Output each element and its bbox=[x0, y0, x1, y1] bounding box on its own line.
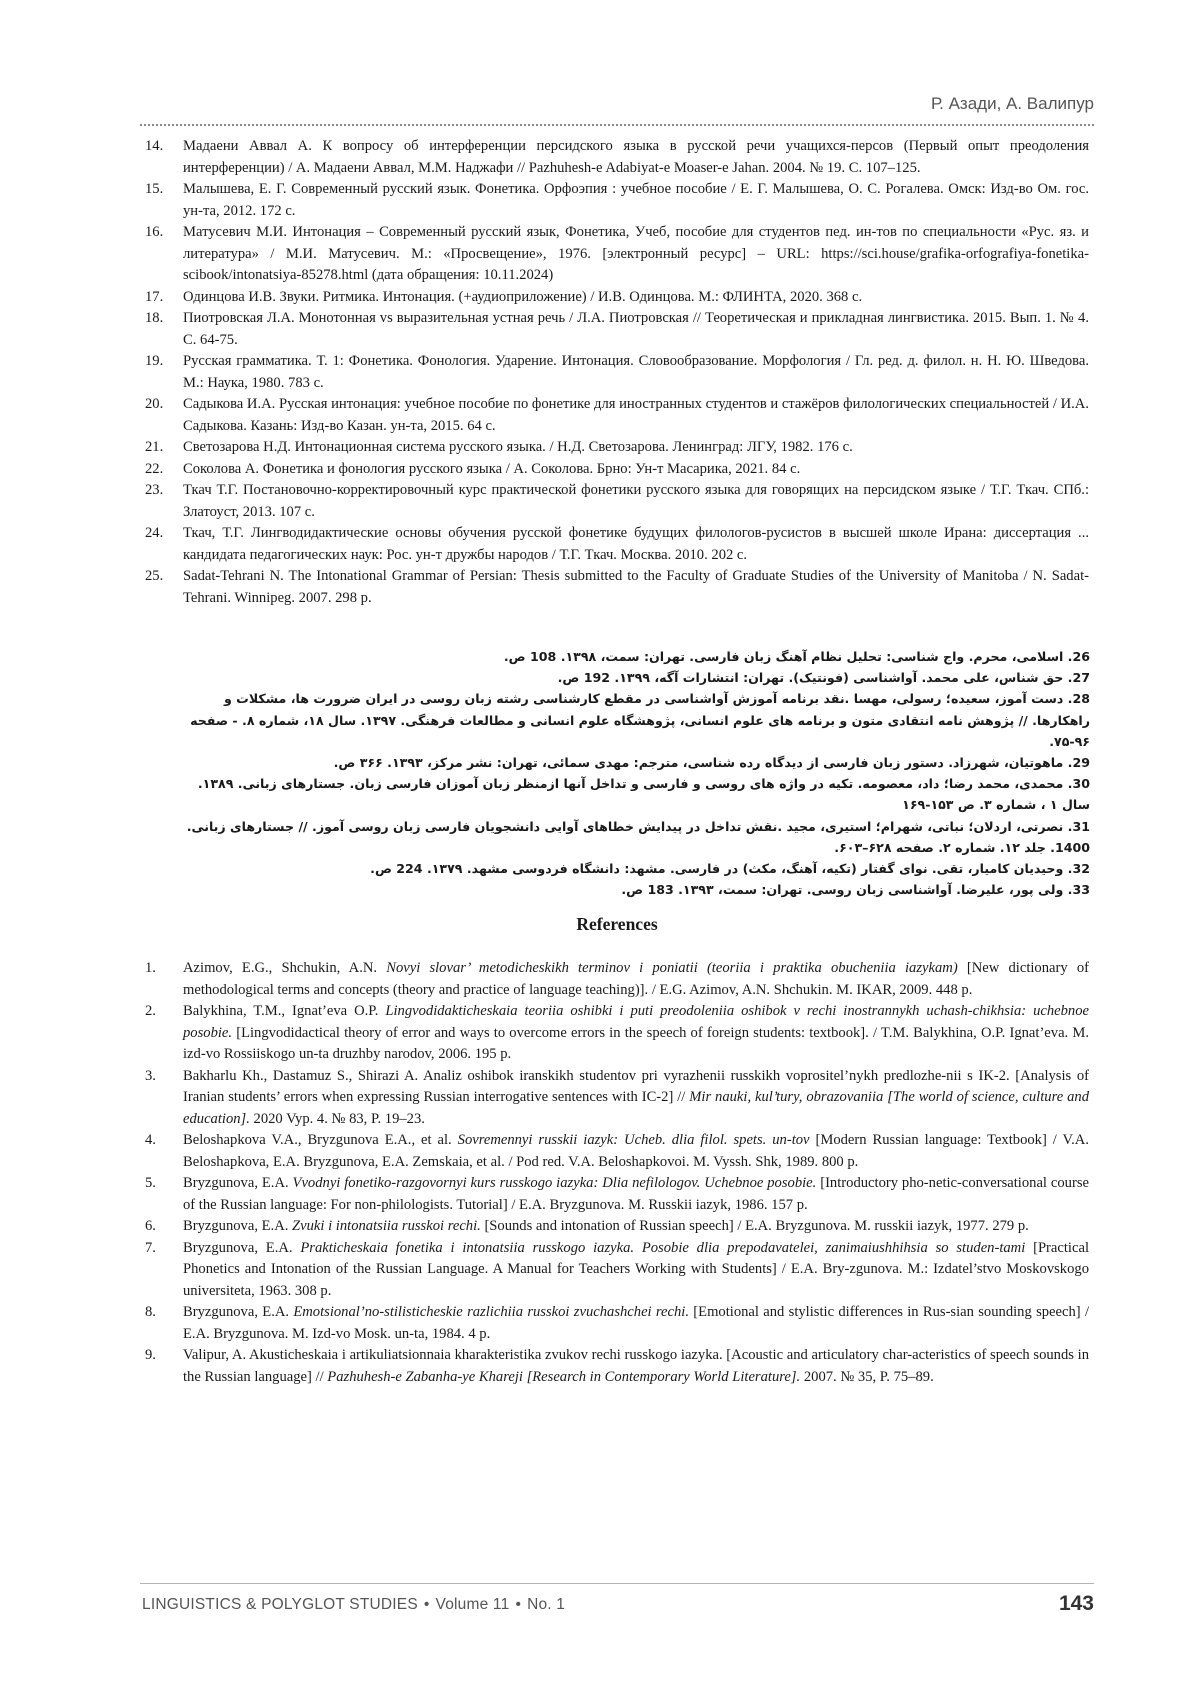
reference-item: 6. Bryzgunova, E.A. Zvuki i intonatsiia russkoi rechi. [Sounds and intonation of Russian speech] / E.A. Bryzgunova. M. russkii iazyk, 1977. 279 p. bbox=[145, 1218, 1029, 1234]
persian-reference-item: 33. ولی پور، علیرضا. آواشناسی زبان روسی. تهران: سمت، ۱۳۹۳. 183 ص. bbox=[621, 882, 1090, 898]
reference-list-russian bbox=[145, 136, 1089, 609]
references-heading: References bbox=[576, 914, 658, 934]
volume: Volume 11 bbox=[435, 1596, 510, 1613]
persian-reference-item: 30. محمدی، محمد رضا؛ داد، معصومه. تکیه در واژه های روسی و فارسی و تداخل آنها ازمنظر زبان آموزان فارسی زبان. جستارهای زبانی. ۱۳۸۹. سال ۱ ، شماره ۳. ص ۱۵۳-۱۶۹ bbox=[197, 776, 1090, 813]
reference-item: 8. Bryzgunova, E.A. Emotsional’no-stilisticheskie razlichiia russkoi zvuchashchei rechi. [Emotional and stylistic differences in Rus-sian sounding speech] / E.A. Bryzgunova. M. Izd-vo Mosk. un-ta, 1984. 4 p. bbox=[145, 1304, 1089, 1342]
reference-item: 18. Пиотровская Л.А. Монотонная vs выразительная устная речь / Л.А. Пиотровская // Теоретическая и прикладная лингвистика. 2015. Вып. 1. № 4. С. 64-75. bbox=[145, 310, 1089, 348]
footer-divider bbox=[140, 1583, 1094, 1584]
persian-reference-item: 27. حق شناس، علی محمد. آواشناسی (فونتیک). تهران: انتشارات آگه، ۱۳۹۹. 192 ص. bbox=[557, 670, 1090, 686]
reference-item: 19. Русская грамматика. Т. 1: Фонетика. Фонология. Ударение. Интонация. Словообразование. Морфология / Гл. ред. д. филол. н. Н. Ю. Шведова. М.: Наука, 1980. 783 с. bbox=[145, 353, 1089, 391]
reference-item: 25. Sadat-Tehrani N. The Intonational Grammar of Persian: Thesis submitted to the Faculty of Graduate Studies of the University of Manitoba / N. Sadat-Tehrani. Winnipeg. 2007. 298 p. bbox=[145, 568, 1089, 606]
reference-list-persian bbox=[170, 646, 1090, 900]
running-header-author: Р. Азади, А. Валипур bbox=[931, 94, 1094, 113]
reference-item: 2. Balykhina, T.M., Ignat’eva O.P. Lingvodidakticheskaia teoriia oshibki i puti preodoleniia oshibok v rechi inostrannykh uchash-chikhsia: uchebnoe posobie. [Lingvodidactical theory of error and ways to overcome errors in the speech of foreign students: textbook]. / T.M. Balykhina, O.P. Ignat’eva. M. izd-vo Rossiiskogo un-ta druzhby narodov, 2006. 195 p. bbox=[145, 1003, 1089, 1062]
issue-number: No. 1 bbox=[527, 1596, 566, 1613]
page-number: 143 bbox=[1058, 1592, 1094, 1615]
reference-item: 23. Ткач Т.Г. Постановочно-корректировочный курс практической фонетики русского языка для говорящих на персидском языке / Т.Г. Ткач. СПб.: Златоуст, 2013. 107 с. bbox=[145, 482, 1089, 520]
reference-item: 5. Bryzgunova, E.A. Vvodnyi fonetiko-razgovornyi kurs russkogo iazyka: Dlia nefilologov. Uchebnoe posobie. [Introductory pho-netic-conversational course of the Russian language: For non-philologists. Tutorial] / E.A. Bryzgunova. M. Russkii iazyk, 1986. 157 p. bbox=[145, 1175, 1089, 1213]
reference-item: 24. Ткач, Т.Г. Лингводидактические основы обучения русской фонетике будущих филологов-русистов в высшей школе Ирана: диссертация ... кандидата педагогических наук: Рос. ун-т дружбы народов / Т.Г. Ткач. Москва. 2010. 202 с. bbox=[145, 525, 1089, 563]
reference-item: 16. Матусевич М.И. Интонация – Современный русский язык, Фонетика, Учеб, пособие для студентов пед. ин-тов по специальности «Рус. яз. и литература» / М.И. Матусевич. М.: «Просвещение», 1976. [электронный ресурс] – URL: https://sci.house/grafika-orfografiya-fonetika-scibook/intonatsiya-85278.html (дата обращения: 10.11.2024) bbox=[145, 224, 1089, 283]
reference-item: 4. Beloshapkova V.A., Bryzgunova E.A., et al. Sovremennyi russkii iazyk: Ucheb. dlia filol. spets. un-tov [Modern Russian language: Textbook] / V.A. Beloshapkova, E.A. Bryzgunova, E.A. Zemskaia, et al. / Pod red. V.A. Beloshapkovoi. M. Vyssh. Shk, 1989. 800 p. bbox=[145, 1132, 1089, 1170]
persian-reference-item: 29. ماهوتیان، شهرزاد. دستور زبان فارسی از دیدگاه رده شناسی، مترجم: مهدی سمائی، تهران: نشر مرکز، ۱۳۹۳. ۳۶۶ ص. bbox=[333, 755, 1090, 771]
reference-item: 9. Valipur, A. Akusticheskaia i artikuliatsionnaia kharakteristika zvukov rechi russkogo iazyka. [Acoustic and articulatory char-acteristics of speech sounds in the Russian language] // Pazhuhesh-e Zabanha-ye Khareji [Research in Contemporary World Literature]. 2007. № 35, P. 75–89. bbox=[145, 1347, 1089, 1385]
reference-item: 3. Bakharlu Kh., Dastamuz S., Shirazi A. Analiz oshibok iranskikh studentov pri vyrazhenii russkikh voprositel’nykh predlozhe-nii s IK-2. [Analysis of Iranian students’ errors when expressing Russian interrogative sentences with IC-2] // Mir nauki, kul’tury, obrazovaniia [The world of science, culture and education]. 2020 Vyp. 4. № 83, P. 19–23. bbox=[145, 1067, 1089, 1127]
reference-item: 7. Bryzgunova, E.A. Prakticheskaia fonetika i intonatsiia russkogo iazyka. Posobie dlia prepodavatelei, zanimaiushhihsia so studen-tami [Practical Phonetics and Intonation of the Russian Language. A Manual for Teachers Working with Students] / E.A. Bry-zgunova. M.: Izdatel’stvo Moskovskogo universiteta, 1963. 308 p. bbox=[145, 1239, 1089, 1299]
reference-item: 17. Одинцова И.В. Звуки. Ритмика. Интонация. (+аудиоприложение) / И.В. Одинцова. М.: ФЛИНТА, 2020. 368 с. bbox=[145, 288, 863, 305]
bullet-separator: • bbox=[515, 1596, 522, 1613]
journal-name: LINGUISTICS & POLYGLOT STUDIES bbox=[142, 1596, 418, 1613]
footer-journal-info bbox=[142, 1596, 565, 1614]
persian-reference-item: 26. اسلامی، محرم. واج شناسی: تحلیل نظام آهنگ زبان فارسی. تهران: سمت، ۱۳۹۸. 108 ص. bbox=[503, 649, 1090, 664]
reference-item: 22. Соколова А. Фонетика и фонология русского языка / А. Соколова. Брно: Ун-т Масарика, 2021. 84 с. bbox=[145, 460, 801, 477]
persian-reference-item: 32. وحیدیان کامیار، تقی. نوای گفتار (تکیه، آهنگ، مکث) در فارسی. مشهد: دانشگاه فردوسی مشهد. ۱۳۷۹. 224 ص. bbox=[370, 861, 1090, 877]
persian-reference-item: 31. نصرتی، اردلان؛ نباتی، شهرام؛ استیری، مجید .نقش تداخل در پیدایش خطاهای آوایی دانشجویان فارسی زبان روسی آموز. // جستارهای زبانی. 1400. جلد ۱۲. شماره ۲. صفحه ۶۲۸–۶۰۳. bbox=[186, 818, 1090, 855]
reference-item: 20. Садыкова И.А. Русская интонация: учебное пособие по фонетике для иностранных студентов и стажёров филологических специальностей / И.А. Садыкова. Казань: Изд-во Казан. ун-та, 2015. 64 с. bbox=[145, 396, 1089, 434]
reference-list-english bbox=[145, 958, 1089, 1388]
reference-item: 15. Малышева, Е. Г. Современный русский язык. Фонетика. Орфоэпия : учебное пособие / Е. Г. Малышева, О. С. Рогалева. Омск: Изд-во Ом. гос. ун-та, 2012. 172 с. bbox=[145, 181, 1089, 219]
bullet-separator: • bbox=[423, 1596, 430, 1613]
reference-item: 1. Azimov, E.G., Shchukin, A.N. Novyi slovar’ metodicheskikh terminov i poniatii (teoriia i praktika obucheniia iazykam) [New dictionary of methodological terms and concepts (theory and practice of language teaching)]. / E.G. Azimov, A.N. Shchukin. M. IKAR, 2009. 448 p. bbox=[145, 960, 1090, 998]
persian-reference-item: 28. دست آموز، سعیده؛ رسولی، مهسا .نقد برنامه آموزش آواشناسی در مقطع کارشناسی رشته زبان روسی در ایران ضرورت ها، مشکلات و راهکارها. // پژوهش نامه انتقادی متون و برنامه های علوم انسانی، پژوهشگاه علوم انسانی و مطالعات فرهنگی. ۱۳۹۷. سال ۱۸، شماره ۸. - صفحه ۹۶-۷۵. bbox=[190, 691, 1090, 749]
reference-item: 21. Светозарова Н.Д. Интонационная система русского языка. / Н.Д. Светозарова. Ленинград: ЛГУ, 1982. 176 с. bbox=[145, 439, 853, 455]
reference-item: 14. Мадаени Аввал А. К вопросу об интерференции персидского языка в русской речи учащихся-персов (Первый опыт преодоления интерференции) / А. Мадаени Аввал, М.М. Наджафи // Pazhuhesh-e Adabiyat-e Moaser-e Jahan. 2004. № 19. С. 107–125. bbox=[145, 138, 1089, 176]
header-divider bbox=[140, 124, 1094, 126]
